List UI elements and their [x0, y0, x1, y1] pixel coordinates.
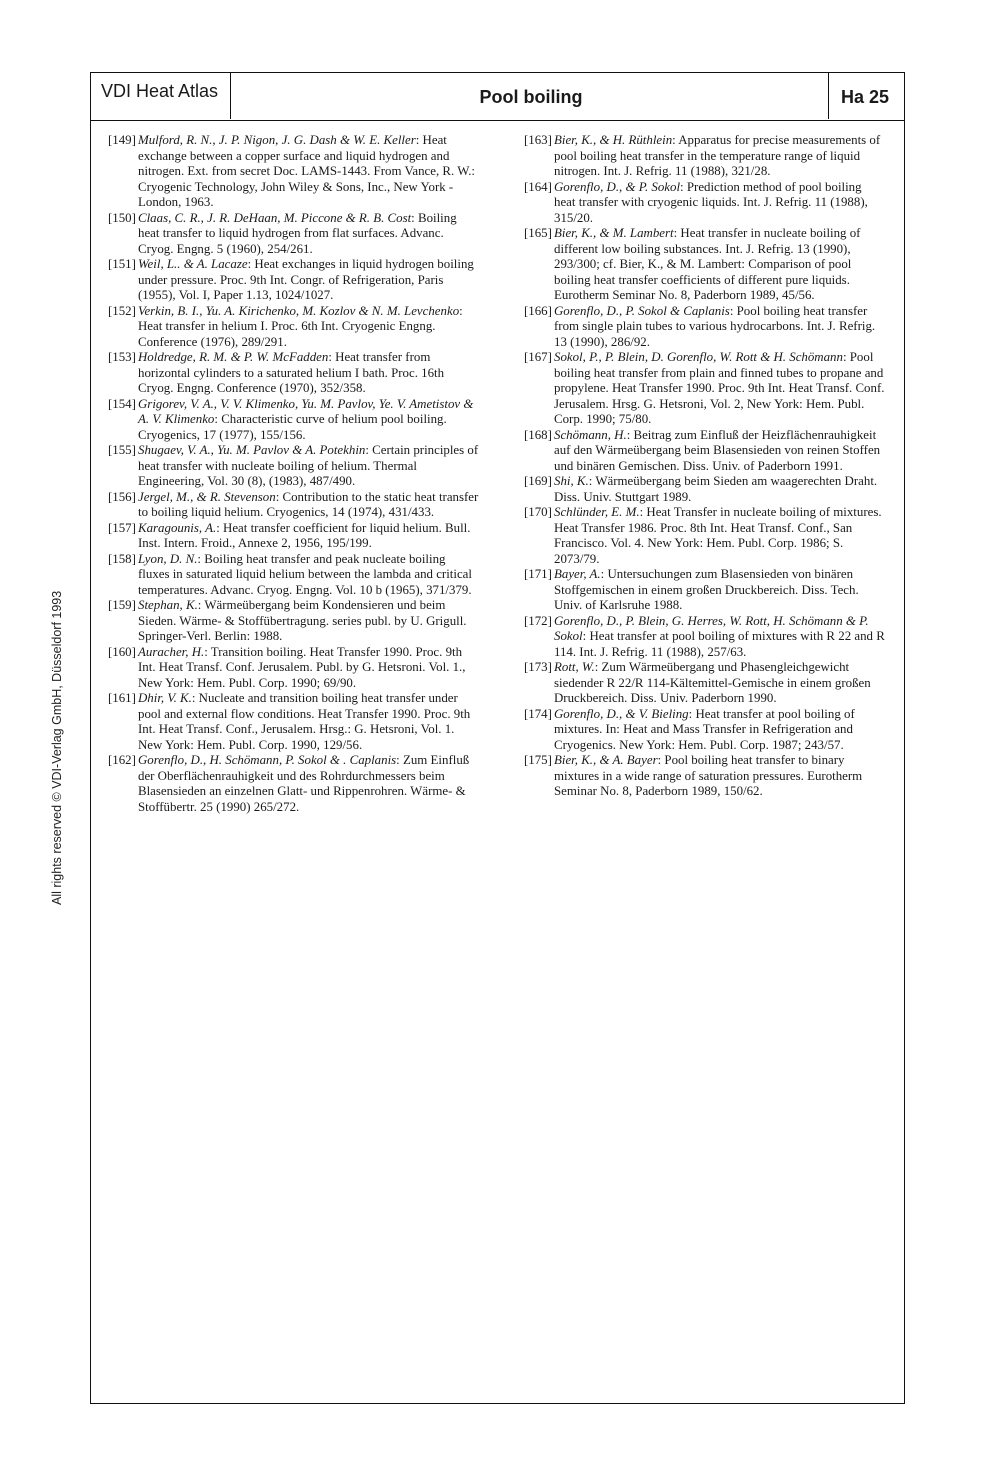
reference-entry [108, 304, 480, 351]
reference-text: : Wärmeübergang beim Kondensieren und beim Sieden. Wärme- & Stoffübertragung. series publ. by U. Grigull. Springer-Verl. Berlin: 1988. [138, 598, 467, 643]
reference-entry [108, 397, 480, 444]
reference-authors: Gorenflo, D., & P. Sokol [554, 179, 681, 194]
reference-text: : Transition boiling. Heat Transfer 1990. Proc. 9th Int. Heat Transf. Conf. Jerusalem. Publ. by G. Hetsroni. Vol. 1., New York: Hem. Publ. Corp. 1990; 69/90. [138, 644, 466, 690]
reference-authors: Grigorev, V. A., V. V. Klimenko, Yu. M. Pavlov, Ye. V. Ametistov & A. V. Klimenko [138, 396, 474, 426]
reference-authors: Gorenflo, D., & V. Bieling [554, 706, 689, 721]
reference-entry [108, 598, 480, 645]
reference-entry [108, 257, 480, 304]
reference-entry [108, 350, 480, 397]
reference-text: : Certain principles of heat transfer with nucleate boiling of helium. Thermal Engineering, Vol. 30 (8), (1983), 487/490. [138, 443, 479, 488]
reference-number: [157] [108, 520, 136, 535]
reference-number: [152] [108, 303, 136, 318]
reference-text: : Pool boiling heat transfer from plain and finned tubes to propane and propylene. Heat Transfer 1990. Proc. 9th Int. Heat Transf. Conf. Jerusalem. Hrsg. G. Hetsroni, Vol. 2, New York: Hem. Publ. Corp. 1990; 75/80. [554, 350, 885, 426]
reference-authors: Karagounis, A. [138, 520, 217, 535]
reference-number: [154] [108, 396, 136, 411]
reference-number: [170] [524, 505, 552, 519]
reference-number: [166] [524, 303, 552, 318]
page-header [91, 73, 904, 121]
reference-text: : Untersuchungen zum Blasensieden von binären Stoffgemischen in einem großen Druckbereich. Diss. Tech. Univ. of Karlsruhe 1988. [554, 567, 859, 612]
reference-entry [108, 133, 480, 211]
reference-text: : Heat transfer coefficient for liquid helium. Bull. Inst. Intern. Froid., Annexe 2, 1956, 195/199. [138, 520, 471, 550]
reference-authors: Shugaev, V. A., Yu. M. Pavlov & A. Potekhin [138, 443, 366, 457]
reference-entry [524, 180, 886, 227]
reference-authors: Mulford, R. N., J. P. Nigon, J. G. Dash & W. E. Keller [138, 133, 416, 147]
reference-number: [173] [524, 660, 552, 674]
reference-authors: Bier, K., & A. Bayer [554, 753, 658, 767]
reference-authors: Jergel, M., & R. Stevenson [138, 489, 276, 504]
reference-authors: Bier, K., & H. Rüthlein [554, 133, 673, 147]
reference-text: : Pool boiling heat transfer from single plain tubes to various hydrocarbons. Int. J. Refrig. 13 (1990), 286/92. [554, 303, 876, 349]
reference-authors: Schömann, H. [554, 427, 627, 442]
reference-number: [175] [524, 753, 552, 767]
reference-text: : Pool boiling heat transfer to binary mixtures in a wide range of saturation pressures. Eurotherm Seminar No. 8, Paderborn 1989, 150/62. [554, 753, 863, 798]
reference-text: : Zum Einfluß der Oberflächenrauhigkeit und des Rohrdurchmessers beim Blasensieden an einzelnen Glatt- und Rippenrohren. Wärme- & Stoffübertr. 25 (1990) 265/272. [138, 753, 470, 814]
reference-number: [151] [108, 257, 136, 271]
reference-number: [149] [108, 133, 136, 147]
reference-entry [108, 521, 480, 552]
page-frame [90, 72, 905, 1404]
reference-number: [172] [524, 613, 552, 628]
section-title: Pool boiling [479, 87, 583, 107]
reference-entry [524, 753, 886, 800]
reference-text: : Boiling heat transfer to liquid hydrogen from flat surfaces. Advanc. Cryog. Engng. 5 (1960), 254/261. [138, 210, 457, 256]
reference-authors: Schlünder, E. M. [554, 505, 640, 519]
reference-number: [169] [524, 474, 552, 488]
reference-text: : Contribution to the static heat transfer to boiling liquid helium. Cryogenics, 14 (1974), 431/433. [138, 489, 479, 519]
reference-text: : Boiling heat transfer and peak nucleate boiling fluxes in saturated liquid helium between the lambda and critical temperatures. Advanc. Cryog. Engng. Vol. 10 b (1965), 371/379. [138, 551, 472, 597]
reference-authors: Gorenflo, D., P. Blein, G. Herres, W. Rott, H. Schömann & P. Sokol [554, 613, 869, 643]
reference-number: [156] [108, 489, 136, 504]
reference-authors: Claas, C. R., J. R. DeHaan, M. Piccone & R. B. Cost [138, 210, 412, 225]
reference-text: : Heat exchange between a copper surface and liquid hydrogen and nitrogen. Ext. from secret Doc. LAMS-1443. From Vance, R. W.: Cryogenic Technology, John Wiley & Sons, Inc., New York - London, 1963. [138, 133, 476, 209]
reference-entry [524, 304, 886, 351]
reference-authors: Lyon, D. N. [138, 551, 198, 566]
reference-text: : Heat transfer at pool boiling of mixtures. In: Heat and Mass Transfer in Refrigeration and Cryogenics. New York: Hem. Publ. Corp. 1987; 243/57. [554, 706, 855, 752]
reference-number: [162] [108, 753, 136, 767]
reference-entry [524, 567, 886, 614]
reference-text: : Heat transfer in helium I. Proc. 6th Int. Cryogenic Engng. Conference (1976), 289/291. [138, 303, 463, 349]
reference-entry [108, 490, 480, 521]
reference-entry [524, 614, 886, 661]
book-title: VDI Heat Atlas [91, 73, 231, 119]
reference-authors: Holdredge, R. M. & P. W. McFadden [138, 350, 329, 364]
reference-entry [524, 350, 886, 428]
reference-number: [165] [524, 226, 552, 240]
reference-authors: Verkin, B. I., Yu. A. Kirichenko, M. Kozlov & N. M. Levchenko [138, 303, 460, 318]
reference-entry [524, 707, 886, 754]
reference-text: : Beitrag zum Einfluß der Heizflächenrauhigkeit auf den Wärmeübergang beim Blasensieden von reinen Stoffen und binären Gemischen. Diss. Univ. of Paderborn 1991. [554, 427, 881, 473]
reference-text: : Heat transfer at pool boiling of mixtures with R 22 and R 114. Int. J. Refrig. 11 (1988), 257/63. [554, 629, 885, 659]
reference-text: : Apparatus for precise measurements of pool boiling heat transfer in the temperature range of liquid nitrogen. Int. J. Refrig. 11 (1988), 321/28. [554, 133, 881, 178]
reference-text: : Heat transfer from horizontal cylinders to a saturated helium I bath. Proc. 16th Cryog. Engng. Conference (1970), 352/358. [138, 350, 445, 395]
reference-number: [160] [108, 644, 136, 659]
reference-entry [108, 443, 480, 490]
reference-authors: Stephan, K. [138, 598, 198, 612]
reference-authors: Shi, K. [554, 474, 589, 488]
reference-entry [524, 428, 886, 475]
reference-number: [164] [524, 179, 552, 194]
reference-text: : Characteristic curve of helium pool boiling. Cryogenics, 17 (1977), 155/156. [138, 412, 447, 442]
reference-number: [167] [524, 350, 552, 364]
reference-number: [155] [108, 443, 136, 457]
reference-authors: Gorenflo, D., H. Schömann, P. Sokol & . Caplanis [138, 753, 397, 767]
reference-number: [158] [108, 551, 136, 566]
reference-number: [150] [108, 210, 136, 225]
reference-number: [171] [524, 567, 552, 581]
reference-entry [108, 552, 480, 599]
reference-text: : Heat Transfer in nucleate boiling of mixtures. Heat Transfer 1986. Proc. 8th Int. Heat Transf. Conf., San Francisco. Vol. 4. New York: Hem. Publ. Corp. 1986; S. 2073/79. [554, 505, 882, 566]
reference-text: : Wärmeübergang beim Sieden am waagerechten Draht. Diss. Univ. Stuttgart 1989. [554, 474, 878, 504]
reference-authors: Rott, W. [554, 660, 595, 674]
reference-entry [108, 645, 480, 692]
reference-entry [108, 753, 480, 815]
reference-text: : Heat transfer in nucleate boiling of different low boiling substances. Int. J. Refrig. 13 (1990), 293/300; cf. Bier, K., & M. Lambert: Comparison of pool boiling heat transfer coefficients of different pure liquids. Eurotherm Seminar No. 8, Paderborn 1989, 45/56. [554, 226, 861, 302]
reference-text: : Heat exchanges in liquid hydrogen boiling under pressure. Proc. 9th Int. Congr. of Refrigeration, Paris (1955), Vol. I, Paper 1.13, 1024/1027. [138, 257, 474, 302]
reference-authors: Auracher, H. [138, 644, 205, 659]
references-left-column [108, 133, 480, 815]
reference-number: [168] [524, 427, 552, 442]
reference-number: [174] [524, 706, 552, 721]
copyright-note: All rights reserved © VDI-Verlag GmbH, Düsseldorf 1993 [50, 590, 64, 905]
reference-number: [153] [108, 350, 136, 364]
reference-number: [159] [108, 598, 136, 612]
reference-text: : Zum Wärmeübergang und Phasengleichgewicht siedender R 22/R 114-Kältemittel-Gemische in einem großen Druckbereich. Diss. Univ. Paderborn 1990. [554, 660, 871, 705]
reference-entry [524, 505, 886, 567]
reference-authors: Dhir, V. K. [138, 691, 192, 705]
references-right-column [524, 133, 886, 800]
reference-entry [524, 133, 886, 180]
reference-authors: Weil, L.. & A. Lacaze [138, 257, 248, 271]
reference-entry [524, 660, 886, 707]
reference-entry [108, 211, 480, 258]
reference-number: [161] [108, 691, 136, 705]
reference-entry [524, 474, 886, 505]
reference-entry [108, 691, 480, 753]
reference-authors: Gorenflo, D., P. Sokol & Caplanis [554, 303, 730, 318]
reference-authors: Sokol, P., P. Blein, D. Gorenflo, W. Rott & H. Schömann [554, 350, 843, 364]
reference-number: [163] [524, 133, 552, 147]
reference-entry [524, 226, 886, 304]
reference-text: : Prediction method of pool boiling heat transfer with cryogenic liquids. Int. J. Refrig. 11 (1988), 315/20. [554, 179, 868, 225]
reference-text: : Nucleate and transition boiling heat transfer under pool and external flow conditions. Heat Transfer 1990. Proc. 9th Int. Heat Transf. Conf., Jerusalem. Hrsg.: G. Hetsroni, Vol. 1. New York: Hem. Publ. Corp. 1990, 129/56. [138, 691, 471, 752]
page-number: Ha 25 [828, 73, 904, 119]
reference-authors: Bier, K., & M. Lambert [554, 226, 674, 240]
reference-authors: Bayer, A. [554, 567, 601, 581]
